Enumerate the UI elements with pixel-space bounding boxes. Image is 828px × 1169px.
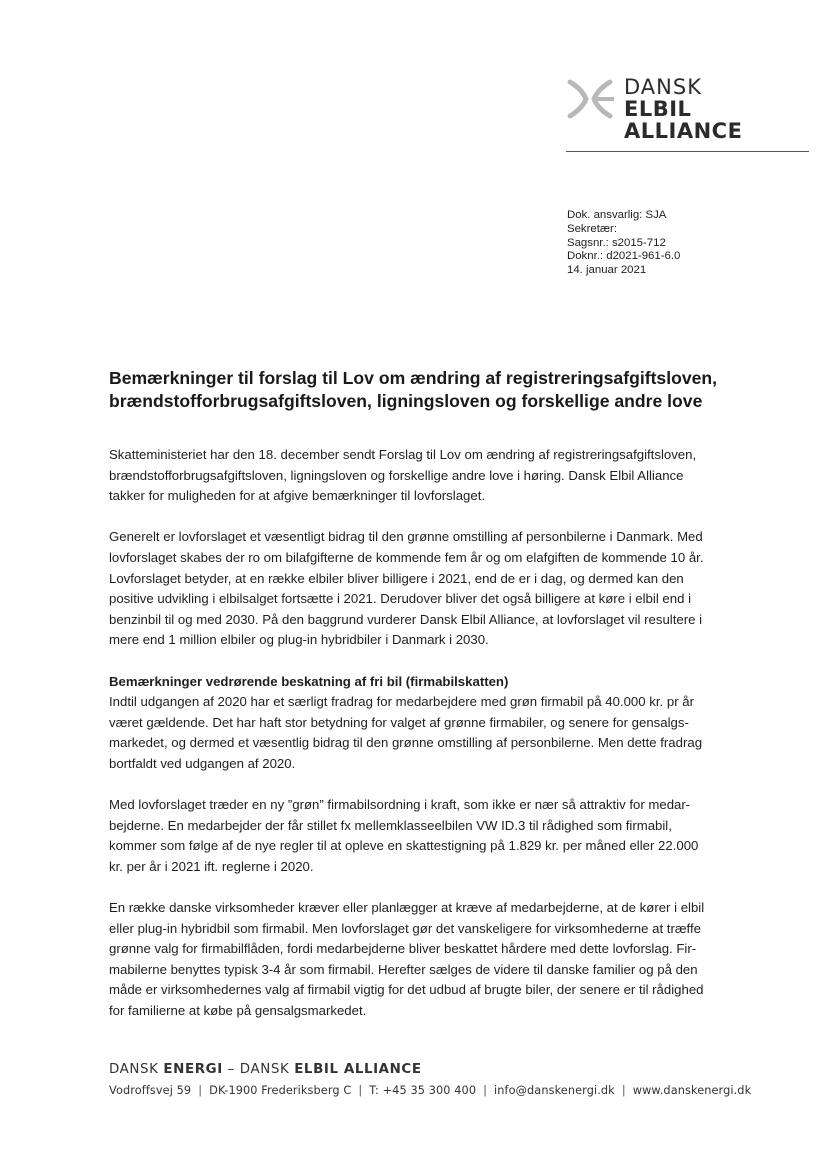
paragraph-new-scheme [109, 795, 749, 877]
logo-text [624, 76, 806, 142]
text-line: mere end 1 million elbiler og plug-in hybridbiler i Danmark i 2030. [109, 632, 489, 648]
text-line: bortfaldt ved udgangen af 2020. [109, 755, 296, 771]
text-line: Indtil udgangen af 2020 har et særligt fradrag for medarbejdere med grøn firmabil på 40.000 kr. pr år [109, 694, 694, 710]
footer-website-link[interactable]: www.danskenergi.dk [632, 1084, 752, 1097]
footer-brand-elbil: ELBIL ALLIANCE [294, 1062, 422, 1077]
footer-email-link[interactable]: info@danskenergi.dk [494, 1084, 615, 1097]
page-footer [109, 1061, 752, 1099]
text-line: eller plug-in hybridbil som firmabil. Men lovforslaget gør det vanskeligere for virksomhederne at træffe [109, 920, 701, 936]
text-line: takker for muligheden for at afgive bemærkninger til lovforslaget. [109, 488, 486, 504]
text-line: måde er virksomhedernes valg af firmabil vigtig for det udbud af brugte biler, der senere er til rådighed [109, 982, 704, 998]
paragraph-companies [109, 898, 749, 1022]
text-line: for familierne at købe på gensalgsmarkedet. [109, 1003, 367, 1019]
logo-line-elbil-alliance: ELBIL ALLIANCE [624, 97, 743, 143]
text-line: En række danske virksomheder kræver eller planlægger at kræve af medarbejderne, at de kører i elbil [109, 900, 705, 916]
text-line: brændstofforbrugsafgiftsloven, ligningsloven og forskellige andre love i høring. Dansk Elbil Alliance [109, 467, 684, 483]
text-line: mabilerne benyttes typisk 3-4 år som firmabil. Herefter sælges de videre til danske familier og på den [109, 961, 698, 977]
company-logo [566, 75, 806, 143]
text-line: benzinbil til og med 2030. På den baggrund vurderer Dansk Elbil Alliance, at lovforslaget vil resultere i [109, 611, 703, 627]
text-line: kr. per år i 2021 ift. reglerne i 2020. [109, 858, 314, 874]
text-line: været gældende. Det har haft stor betydning for valget af grønne firmabiler, og senere for gensalgs- [109, 714, 689, 730]
logo-line-dansk: DANSK [624, 75, 702, 99]
text-line: Med lovforslaget træder en ny ”grøn” firmabilsordning i kraft, som ikke er nær så attraktiv for medar- [109, 797, 691, 813]
section-heading: Bemærkninger vedrørende beskatning af fri bil (firmabilskatten) [109, 673, 509, 689]
footer-city: DK-1900 Frederiksberg C [209, 1084, 352, 1097]
header-divider [566, 151, 809, 152]
document-title [109, 367, 749, 413]
text-line: bejderne. En medarbejder der får stillet fx mellemklasseelbilen VW ID.3 til rådighed som firmabil, [109, 817, 672, 833]
footer-separator: | [483, 1084, 488, 1097]
text-line: grønne valg for firmabilflåden, fordi medarbejderne bliver beskattet hårdere med dette lovforslag. Fir- [109, 941, 697, 957]
text-line: Lovforslaget betyder, at en række elbiler bliver billigere i 2021, end de er i dag, og dermed kan den [109, 570, 684, 586]
paragraph-company-car [109, 672, 749, 775]
paragraph-general [109, 527, 749, 651]
footer-brand-prefix: DANSK [109, 1062, 164, 1077]
footer-separator: | [621, 1084, 626, 1097]
title-line: Bemærkninger til forslag til Lov om ændring af registreringsafgiftsloven, [109, 368, 718, 388]
text-line: markedet, og dermed et væsentlig bidrag til den grønne omstilling af personbilerne. Men dette fradrag [109, 735, 703, 751]
meta-responsible: Dok. ansvarlig: SJA [567, 209, 667, 221]
footer-separator: | [198, 1084, 203, 1097]
footer-brand [109, 1061, 749, 1079]
meta-secretary: Sekretær: [567, 222, 618, 235]
meta-doc-number: Doknr.: d2021-961-6.0 [567, 250, 681, 263]
text-line: positive udvikling i elbilsalget fortsætte i 2021. Derudover bliver det også billigere at køre i elbil end i [109, 591, 692, 607]
text-line: Generelt er lovforslaget et væsentligt bidrag til den grønne omstilling af personbilerne i Danmark. Med [109, 529, 703, 545]
dea-logo-mark-icon [566, 78, 616, 120]
footer-contact [109, 1083, 752, 1099]
text-line: lovforslaget skabes der ro om bilafgifterne de kommende fem år og om elafgiften de kommende 10 år. [109, 549, 704, 565]
text-line: kommer som følge af de nye regler til at opleve en skattestigning på 1.829 kr. per måned eller 22.000 [109, 838, 699, 854]
title-line: brændstofforbrugsafgiftsloven, ligningsloven og forskellige andre love [109, 391, 703, 411]
document-meta [567, 209, 680, 278]
footer-brand-energi: ENERGI [163, 1062, 223, 1077]
footer-separator: | [358, 1084, 363, 1097]
paragraph-intro [109, 445, 749, 507]
footer-phone: T: +45 35 300 400 [369, 1084, 477, 1097]
footer-address: Vodroffsvej 59 [109, 1084, 192, 1097]
text-line: Skatteministeriet har den 18. december sendt Forslag til Lov om ændring af registreringsafgiftsloven, [109, 447, 697, 462]
meta-date: 14. januar 2021 [567, 264, 647, 277]
footer-brand-mid: – DANSK [222, 1062, 295, 1077]
document-body [109, 445, 749, 1042]
meta-case-number: Sagsnr.: s2015-712 [567, 236, 666, 249]
